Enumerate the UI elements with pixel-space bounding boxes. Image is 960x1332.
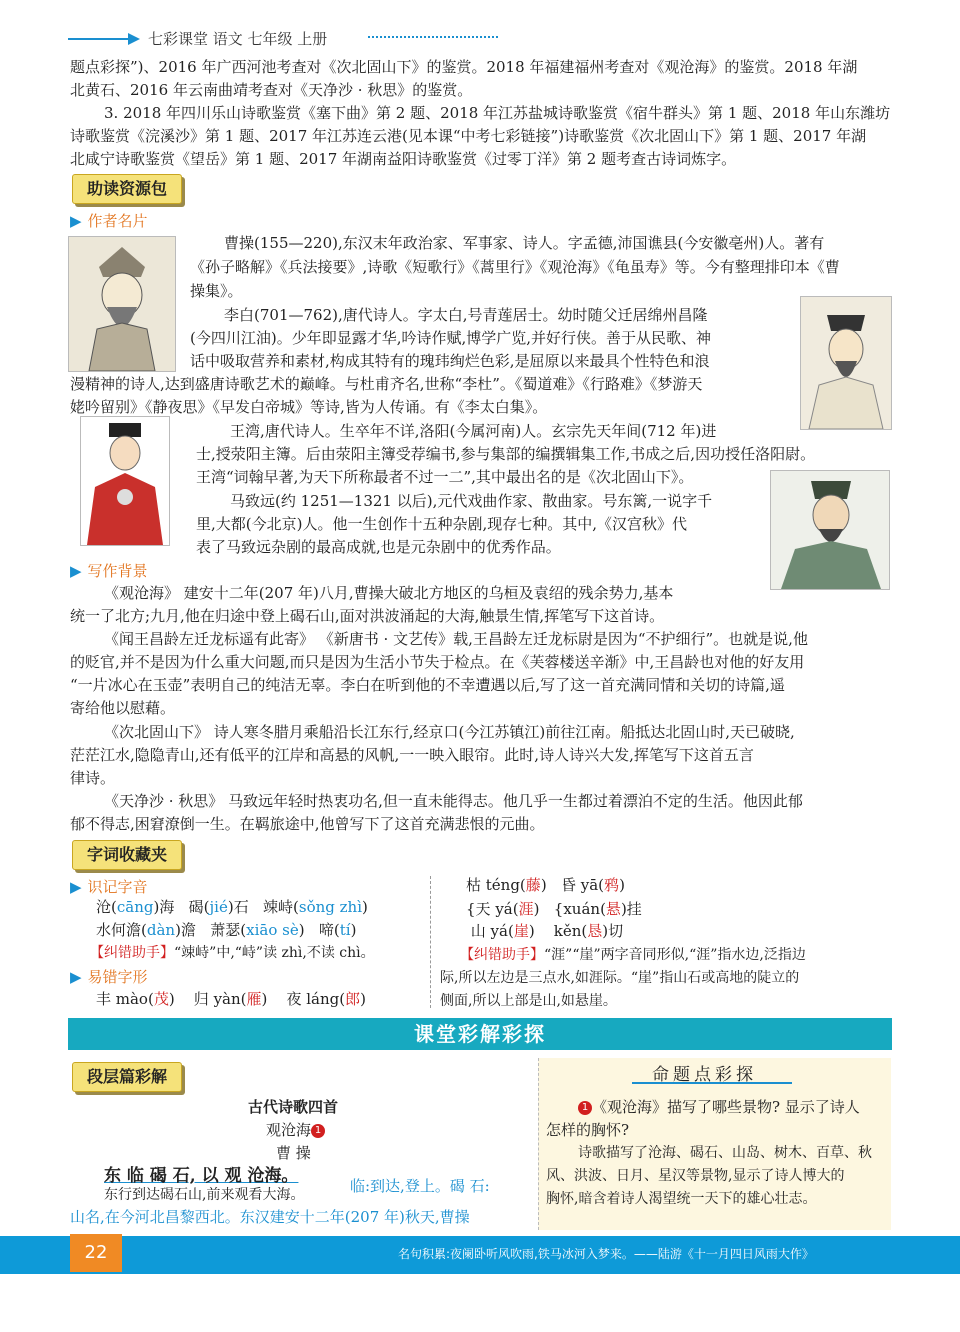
mingti-question-line: 1 《观沧海》描写了哪些景物? 显示了诗人	[578, 1096, 860, 1119]
libai-line: 话中吸取营养和素材,构成其特有的瑰玮绚烂色彩,是屈原以来最具个性特色和浪	[190, 352, 710, 370]
top-line: 诗歌鉴赏《浣溪沙》第 1 题、2017 年江苏连云港(见本课“中考七彩链接”)诗歌鉴赏《次北固山下》第 1 题、2017 年湖	[70, 127, 867, 145]
wangwan-line: 王湾,唐代诗人。生卒年不详,洛阳(今属河南)人。玄宗先天年间(712 年)进	[230, 422, 717, 440]
mazhiyuan-portrait-image	[770, 470, 890, 590]
author-heading	[70, 210, 148, 231]
background-line: 《观沧海》 建安十二年(207 年)八月,曹操大破北方地区的乌桓及袁绍的残余势力,基本	[104, 584, 674, 602]
background-line: 《闻王昌龄左迁龙标遥有此寄》 《新唐书 · 文艺传》载,王昌龄左迁龙标尉是因为“不护细行”。也就是说,他	[104, 630, 808, 648]
vocab-heading-2-label: 易错字形	[87, 968, 148, 986]
vocab-tip-1: 【纠错助手】“竦峙”中,“峙”读 zhì,不读 chì。	[90, 945, 375, 961]
poem-author: 曹 操	[276, 1144, 311, 1162]
vocab-row-1: 沧(cāng)海 碣(jié)石 竦峙(sǒng zhì)	[96, 898, 368, 916]
vocab-heading-1	[70, 876, 148, 897]
background-heading-label: 写作背景	[87, 562, 148, 580]
libai-line: 漫精神的诗人,达到盛唐诗歌艺术的巅峰。与杜甫齐名,世称“李杜”。《蜀道难》《行路难》《梦游天	[70, 375, 703, 393]
triangle-marker-icon: ▶	[70, 562, 82, 580]
footer-quote: 名句积累:夜阑卧听风吹雨,铁马冰河入梦来。——陆游《十一月四日风雨大作》	[398, 1247, 814, 1261]
section-tag-zhudu: 助读资源包	[72, 174, 182, 204]
section-tag-zici: 字词收藏夹	[72, 840, 182, 870]
triangle-marker-icon: ▶	[70, 212, 82, 230]
vocab-row-3: 丰 mào(茂) 归 yàn(雁) 夜 láng(郎)	[96, 990, 366, 1008]
vocab-tip-2-line: 际,所以左边是三点水,如涯际。“崖”指山石或高地的陡立的	[440, 970, 800, 986]
vocab-right-row-2: {天 yá(涯) {xuán(悬)挂	[466, 900, 642, 918]
poem-note-1: 临:到达,登上。碣 石:	[350, 1177, 490, 1195]
background-line: 的贬官,并不是因为什么重大问题,而只是因为生活小节失于检点。在《芙蓉楼送辛渐》中,王昌龄也对他的好友用	[70, 653, 805, 671]
background-line: “一片冰心在玉壶”表明自己的纯洁无辜。李白在听到他的不幸遭遇以后,写了这一首充满同情和关切的诗篇,遥	[70, 676, 785, 694]
mazhiyuan-line: 马致远(约 1251—1321 以后),元代戏曲作家、散曲家。号东篱,一说字千	[230, 492, 713, 510]
mingti-answer-line: 风、洪波、日月、星汉等景物,显示了诗人博大的	[546, 1168, 845, 1184]
background-line: 寄给他以慰藉。	[70, 699, 176, 717]
author-heading-label: 作者名片	[87, 212, 148, 230]
mingti-title: 命题点彩探	[652, 1065, 757, 1085]
background-line: 律诗。	[70, 769, 116, 787]
caocao-portrait-image	[68, 236, 176, 372]
wangwan-portrait-image	[80, 416, 170, 546]
vocab-heading-2	[70, 966, 148, 987]
libai-portrait-image	[800, 296, 892, 430]
vocab-heading-1-label: 识记字音	[87, 878, 148, 896]
wangwan-line: 王湾“词翰早著,为天下所称最者不过一二”,其中最出名的是《次北固山下》。	[196, 468, 694, 486]
vocab-tip-2-line: 侧面,所以上部是山,如悬崖。	[440, 993, 617, 1009]
background-line: 《天净沙 · 秋思》 马致远年轻时热衷功名,但一直未能得志。他几乎一生都过着漂泊不定的生活。他因此郁	[104, 792, 803, 810]
top-line: 北咸宁诗歌鉴赏《望岳》第 1 题、2017 年湖南益阳诗歌鉴赏《过零丁洋》第 2 题考查古诗词炼字。	[70, 150, 737, 168]
mingti-answer-line: 诗歌描写了沧海、碣石、山岛、树木、百草、秋	[578, 1145, 872, 1161]
vocab-right-row-1: 枯 téng(藤) 昏 yā(鸦)	[466, 876, 625, 894]
libai-line: 姥吟留别》《静夜思》《早发白帝城》等诗,皆为人传诵。有《李太白集》。	[70, 398, 548, 416]
background-line: 茫茫江水,隐隐青山,还有低平的江岸和高悬的风帆,一一映入眼帘。此时,诗人诗兴大发,挥笔写下这首五言	[70, 746, 754, 764]
top-line: 北黄石、2016 年云南曲靖考查对《天净沙 · 秋思》的鉴赏。	[70, 81, 473, 99]
background-line: 《次北固山下》 诗人寒冬腊月乘船沿长江东行,经京口(今江苏镇江)前往江南。船抵达北固山时,天已破晓,	[104, 723, 795, 741]
mingti-underline	[632, 1082, 792, 1084]
triangle-marker-icon: ▶	[70, 878, 82, 896]
header-dotted-line	[368, 36, 498, 38]
tip-label: 【纠错助手】	[90, 945, 174, 961]
section-band: 课堂彩解彩探	[68, 1018, 892, 1050]
header-arrow-icon	[68, 30, 140, 48]
mazhiyuan-line: 里,大都(今北京)人。他一生创作十五种杂剧,现存七种。其中,《汉宫秋》代	[196, 515, 688, 533]
background-line: 统一了北方;九月,他在归途中登上碣石山,面对洪波涌起的大海,触景生情,挥笔写下这首诗。	[70, 607, 665, 625]
libai-line: (今四川江油)。少年即显露才华,吟诗作赋,博学广览,并好行侠。善于从民歌、神	[190, 329, 712, 347]
poem-marker: 1	[311, 1124, 325, 1138]
poem-title-row	[266, 1119, 325, 1142]
libai-line: 李白(701—762),唐代诗人。字太白,号青莲居士。幼时随父迁居绵州昌隆	[224, 306, 708, 324]
poem-note-2: 山名,在今河北昌黎西北。东汉建安十二年(207 年)秋天,曹操	[70, 1208, 470, 1226]
page-number: 22	[70, 1234, 122, 1272]
top-line: 题点彩探”)、2016 年广西河池考查对《次北固山下》的鉴赏。2018 年福建福州考查对《观沧海》的鉴赏。2018 年湖	[70, 58, 858, 76]
caocao-line: 操集》。	[190, 282, 243, 300]
vocab-right-row-3: 山 yá(崖) kěn(恳)切	[470, 922, 624, 940]
top-line: 3. 2018 年四川乐山诗歌鉴赏《塞下曲》第 2 题、2018 年江苏盐城诗歌鉴赏《宿牛群头》第 1 题、2018 年山东潍坊	[104, 104, 891, 122]
section-tag-duanceng: 段层篇彩解	[72, 1062, 182, 1092]
background-line: 郁不得志,困窘潦倒一生。在羁旅途中,他曾写下了这首充满悲恨的元曲。	[70, 815, 545, 833]
mingti-question-line: 怎样的胸怀?	[546, 1121, 630, 1139]
wangwan-line: 士,授荥阳主簿。后由荥阳主簿受荐编书,参与集部的编撰辑集工作,书成之后,因功授任洛阳尉。	[196, 445, 816, 463]
caocao-line: 曹操(155—220),东汉末年政治家、军事家、诗人。字孟德,沛国谯县(今安徽亳州)人。著有	[224, 234, 825, 252]
caocao-line: 《孙子略解》《兵法接要》,诗歌《短歌行》《蒿里行》《观沧海》《龟虽寿》等。今有整理排印本《曹	[190, 258, 840, 276]
poem-group-title: 古代诗歌四首	[248, 1098, 339, 1116]
poem-title: 观沧海	[266, 1121, 312, 1139]
vocab-divider	[430, 876, 431, 1008]
triangle-marker-icon: ▶	[70, 968, 82, 986]
vocab-row-2: 水何澹(dàn)澹 萧瑟(xiāo sè) 啼(tí)	[96, 921, 357, 939]
header-title: 七彩课堂 语文 七年级 上册	[148, 30, 328, 48]
mazhiyuan-line: 表了马致远杂剧的最高成就,也是元杂剧中的优秀作品。	[196, 538, 561, 556]
background-heading	[70, 560, 148, 581]
tip-label: 【纠错助手】	[460, 947, 544, 963]
poem-line-1: 东 临 碣 石, 以 观 沧海。	[104, 1166, 299, 1186]
poem-gloss: 东行到达碣石山,前来观看大海。	[104, 1187, 305, 1203]
vocab-tip-2-line: 【纠错助手】“涯”“崖”两字音同形似,“涯”指水边,泛指边	[460, 947, 806, 963]
mingti-marker: 1	[578, 1101, 592, 1115]
mingti-answer-line: 胸怀,暗含着诗人渴望统一天下的雄心壮志。	[546, 1191, 817, 1207]
